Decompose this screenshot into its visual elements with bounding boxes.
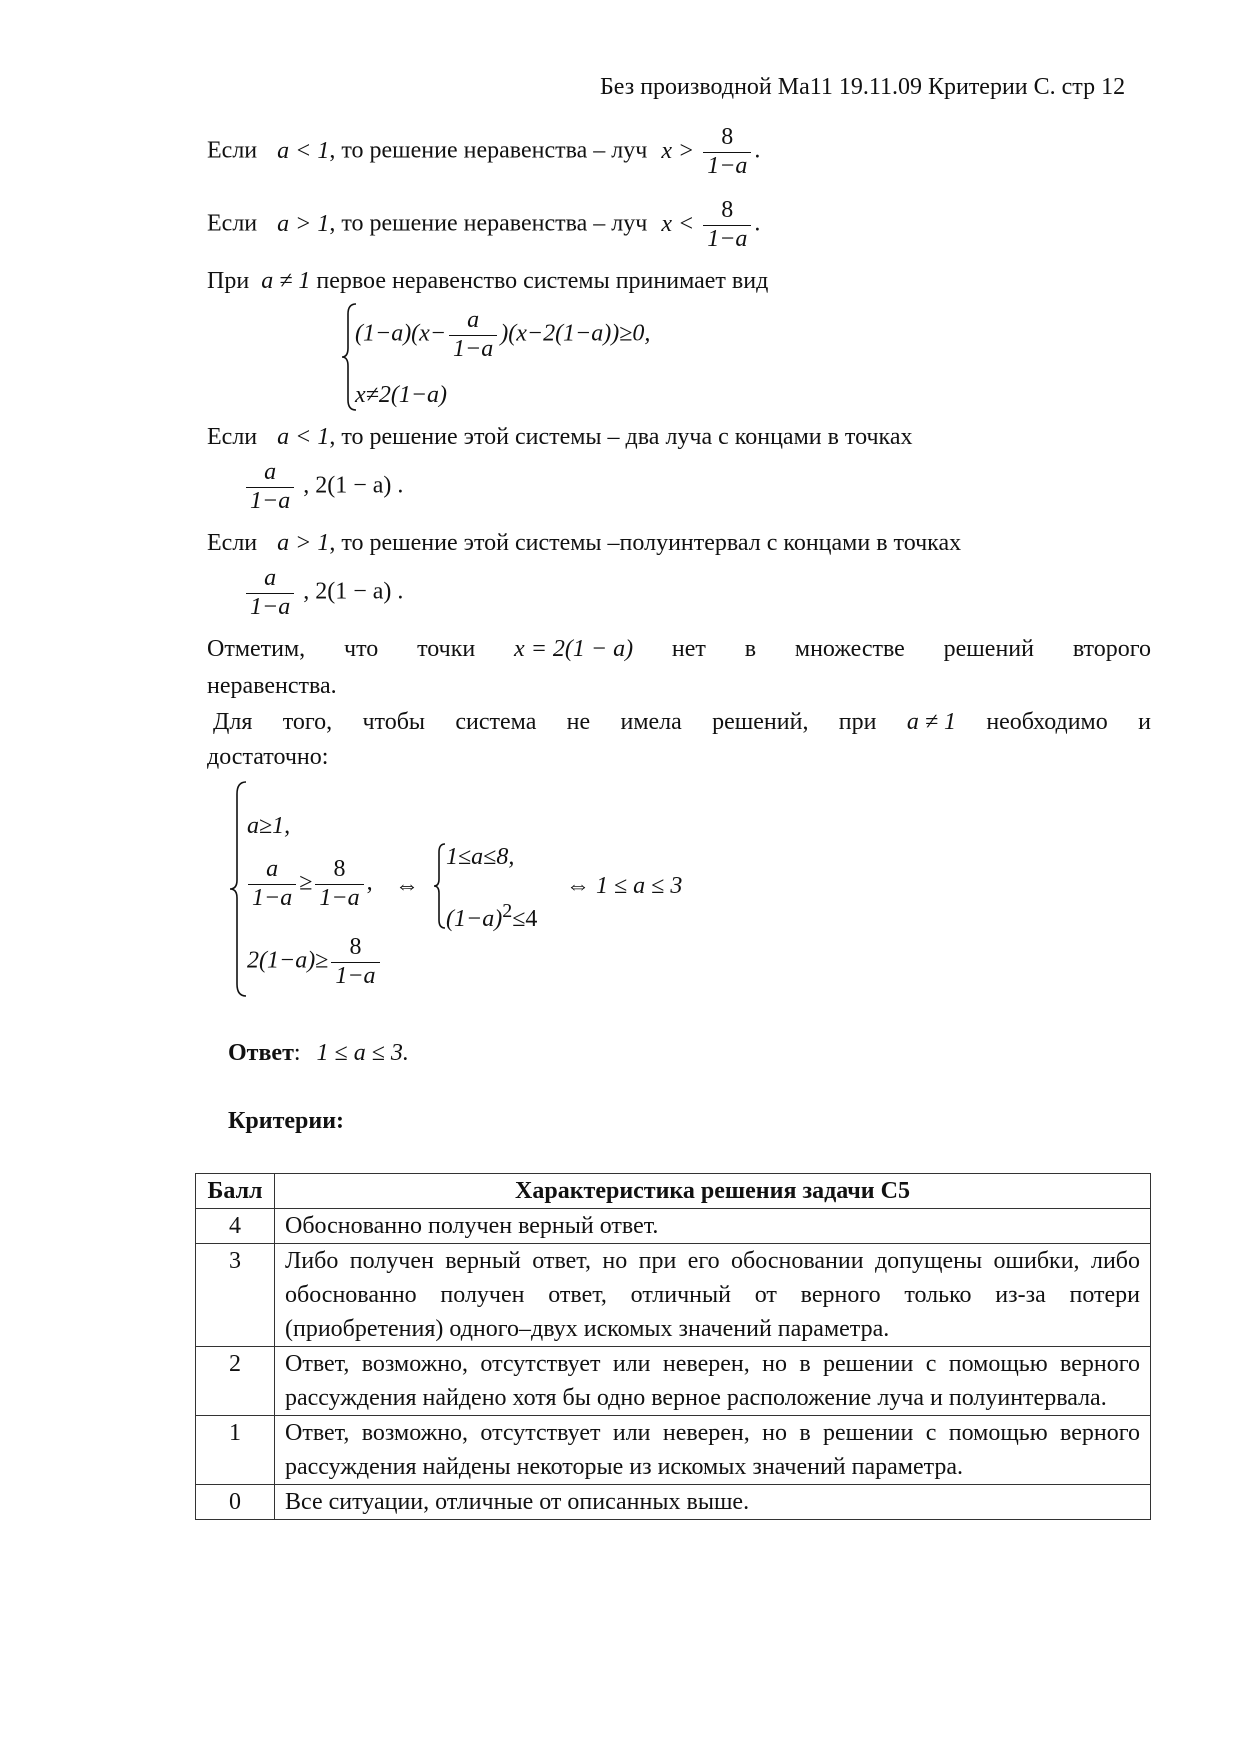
denominator: 1−a	[246, 487, 294, 516]
if-word: Если	[207, 530, 258, 556]
solution-line-3	[207, 268, 768, 295]
word: система	[455, 709, 537, 735]
fraction	[703, 124, 751, 180]
table-row	[196, 1485, 1151, 1520]
second-point: , 2(1 − a) .	[303, 578, 404, 605]
answer	[228, 1040, 409, 1067]
solution-line-6b: неравенства.	[207, 673, 337, 699]
table-row	[196, 1347, 1151, 1416]
solution-line-5	[207, 530, 961, 557]
condition: a < 1	[277, 424, 330, 450]
criteria-table	[195, 1173, 1151, 1520]
period: .	[754, 210, 761, 237]
x-inequality: x <	[661, 210, 695, 237]
word: решений,	[712, 709, 809, 735]
system1-row1	[355, 307, 650, 363]
word: необходимо	[986, 709, 1108, 735]
condition: a > 1	[277, 210, 330, 237]
table-row	[196, 1209, 1151, 1244]
formula: x = 2(1 − a)	[514, 636, 634, 662]
answer-label: Ответ	[228, 1040, 294, 1066]
denominator: 1−a	[248, 884, 296, 913]
numerator: a	[264, 565, 277, 591]
denominator: 1−a	[331, 962, 379, 991]
numerator: 8	[721, 124, 734, 150]
system1-row2: x≠2(1−a)	[355, 382, 448, 408]
answer-colon: :	[293, 1040, 301, 1066]
pre-word: При	[207, 268, 250, 294]
word: множестве	[794, 636, 905, 662]
word: чтобы	[362, 709, 426, 735]
solution-line-6	[207, 636, 1151, 663]
numerator: 8	[333, 856, 346, 882]
word: того,	[282, 709, 333, 735]
score-cell: 4	[196, 1209, 275, 1244]
system1-factor: (1−a)(x−	[355, 320, 447, 347]
word: точки	[417, 636, 476, 662]
system3-row2	[446, 900, 537, 933]
geq-sign: ≥	[299, 869, 313, 896]
word: в	[744, 636, 757, 662]
word: решений	[943, 636, 1034, 662]
word: и	[1138, 709, 1151, 735]
score-cell: 0	[196, 1485, 275, 1520]
table-row	[196, 1244, 1151, 1347]
denominator: 1−a	[246, 593, 294, 622]
denominator: 1−a	[449, 335, 497, 364]
fraction	[449, 307, 497, 363]
word: имела	[620, 709, 682, 735]
formula: a ≠ 1	[906, 709, 956, 735]
comma: ,	[366, 869, 373, 896]
score-cell: 1	[196, 1416, 275, 1485]
denominator: 1−a	[703, 152, 751, 181]
running-header: Без производной Ма11 19.11.09 Критерии С. стр 12	[600, 74, 1126, 100]
fraction	[315, 856, 363, 912]
numerator: 8	[721, 197, 734, 223]
fraction	[703, 197, 751, 253]
condition: a > 1	[277, 530, 330, 556]
numerator: a	[264, 459, 277, 485]
denominator: 1−a	[315, 884, 363, 913]
table-row	[196, 1416, 1151, 1485]
if-word: Если	[207, 137, 258, 164]
numerator: 8	[349, 934, 362, 960]
second-point: , 2(1 − a) .	[303, 472, 404, 499]
solution-line-1	[207, 124, 760, 180]
word: второго	[1072, 636, 1151, 662]
numerator: a	[266, 856, 279, 882]
fraction	[246, 459, 294, 515]
word: не	[566, 709, 591, 735]
fraction	[246, 565, 294, 621]
solution-line-7b: достаточно:	[207, 744, 329, 770]
x-inequality: x >	[661, 137, 695, 164]
system2-row1: a≥1,	[247, 813, 291, 839]
word: нет	[671, 636, 706, 662]
word: Для	[213, 709, 253, 735]
line-text: , то решение неравенства – луч	[329, 210, 648, 237]
if-word: Если	[207, 424, 258, 450]
exponent: 2	[502, 900, 513, 922]
if-word: Если	[207, 210, 258, 237]
condition: a < 1	[277, 137, 330, 164]
score-cell: 2	[196, 1347, 275, 1416]
system2-row2	[245, 856, 373, 912]
fraction	[248, 856, 296, 912]
word: при	[838, 709, 877, 735]
equivalence-2: ⇔ 1 ≤ a ≤ 3	[566, 873, 683, 899]
rhs: ≤4	[512, 906, 538, 932]
system1-rest: )(x−2(1−a))≥0,	[500, 320, 651, 347]
line-text: , то решение этой системы –полуинтервал с концами в точках	[329, 530, 962, 556]
table-header-row	[196, 1174, 1151, 1209]
word: что	[344, 636, 379, 662]
description-cell: Либо получен верный ответ, но при его обосновании допущены ошибки, либо обоснованно получен ответ, отличный от верного только из-за потери (приобретения) одного–двух искомых значений параметра.	[275, 1244, 1151, 1347]
final-equivalence	[566, 873, 682, 900]
points-line-4	[243, 459, 403, 515]
line-text: , то решение этой системы – два луча с концами в точках	[329, 424, 913, 450]
equivalence-1: ⇔	[395, 873, 419, 899]
description-cell: Ответ, возможно, отсутствует или неверен, но в решении с помощью верного рассуждения найдены некоторые из искомых значений параметра.	[275, 1416, 1151, 1485]
solution-line-7	[213, 709, 1151, 736]
description-cell: Все ситуации, отличные от описанных выше.	[275, 1485, 1151, 1520]
score-cell: 3	[196, 1244, 275, 1347]
criteria-title: Критерии:	[228, 1108, 345, 1134]
answer-value: 1 ≤ a ≤ 3.	[316, 1040, 409, 1066]
line-text: первое неравенство системы принимает вид	[316, 268, 769, 294]
points-line-5	[243, 565, 403, 621]
denominator: 1−a	[703, 225, 751, 254]
numerator: a	[467, 307, 480, 333]
condition: a ≠ 1	[261, 268, 311, 294]
base: (1−a)	[446, 906, 503, 932]
description-cell: Ответ, возможно, отсутствует или неверен, но в решении с помощью верного рассуждения найдено хотя бы одно верное расположение луча и полуинтервала.	[275, 1347, 1151, 1416]
header-description: Характеристика решения задачи С5	[275, 1174, 1151, 1209]
header-score: Балл	[196, 1174, 275, 1209]
description-cell: Обоснованно получен верный ответ.	[275, 1209, 1151, 1244]
fraction	[331, 934, 379, 990]
word: Отметим,	[207, 636, 306, 662]
solution-line-4	[207, 424, 913, 451]
system3-row1: 1≤a≤8,	[446, 844, 515, 870]
row3-lhs: 2(1−a)≥	[247, 947, 329, 974]
period: .	[754, 137, 761, 164]
system2-row3	[247, 934, 383, 990]
solution-line-2	[207, 197, 760, 253]
line-text: , то решение неравенства – луч	[329, 137, 648, 164]
